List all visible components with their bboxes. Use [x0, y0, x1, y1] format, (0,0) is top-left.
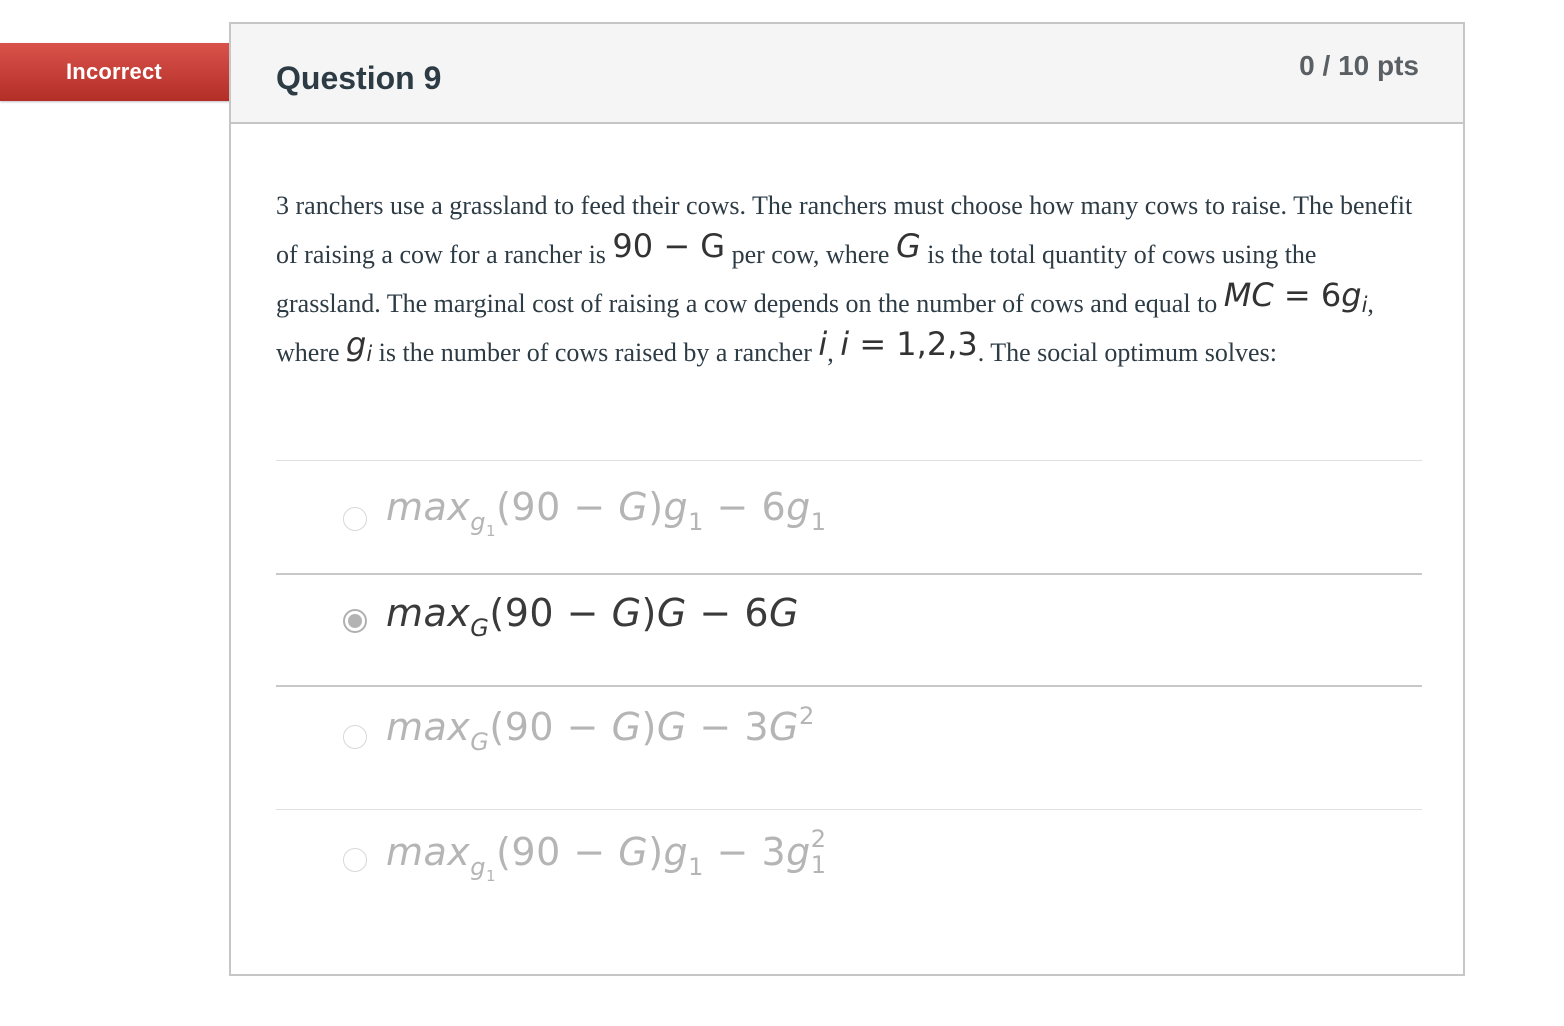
question-text-part: . The social optimum solves:: [977, 338, 1277, 368]
incorrect-label: Incorrect: [0, 43, 240, 101]
radio-button[interactable]: [343, 725, 367, 749]
question-points: 0 / 10 pts: [1299, 50, 1419, 81]
question-header: [231, 24, 1463, 124]
question-text-part: , where: [276, 289, 1374, 368]
answer-list: [276, 460, 1422, 920]
incorrect-banner: [0, 43, 264, 101]
question-text-part: ,: [827, 338, 841, 368]
math-G: G: [895, 227, 921, 266]
question-title: Question 9: [276, 60, 442, 96]
answer-option-2[interactable]: [276, 573, 1422, 687]
question-text-part: 3 ranchers use a grassland to feed their cows. The ranchers must choose how many cows to raise. The benefit of raising a cow for a rancher is: [276, 191, 1413, 270]
answer-expression: $\max_{g_1}(90 - G)g_1 - 6g_1$: [386, 485, 827, 540]
question-card: [229, 22, 1465, 976]
question-text-part: is the number of cows raised by a rancher: [372, 338, 819, 368]
question-text-part: is the total quantity of cows using the grassland. The marginal cost of raising a cow depends on the number of cows and equal to: [276, 240, 1317, 319]
radio-button[interactable]: [343, 848, 367, 872]
answer-expression: $\max_{g_1}(90 - G)g_1 - 3g$ 2 1: [386, 825, 827, 885]
radio-button-selected[interactable]: [343, 609, 367, 633]
answer-option-1[interactable]: [276, 460, 1422, 573]
math-benefit: 90 − G: [612, 227, 726, 266]
radio-button[interactable]: [343, 507, 367, 531]
answer-option-4[interactable]: [276, 809, 1422, 920]
math-i-range: i = 1,2,3: [840, 325, 978, 364]
answer-expression: $\max_G(90 - G)G - 3G^2$: [386, 702, 815, 756]
question-text-part: per cow, where: [725, 240, 896, 270]
math-gi: $g_i$: [346, 325, 373, 367]
answer-expression: $\max_G(90 - G)G - 6G$: [386, 591, 799, 642]
answer-option-3[interactable]: [276, 687, 1422, 809]
math-i: i: [818, 325, 828, 364]
math-marginal-cost: MC = $6g_i$: [1223, 276, 1368, 318]
question-text: [276, 182, 1426, 377]
